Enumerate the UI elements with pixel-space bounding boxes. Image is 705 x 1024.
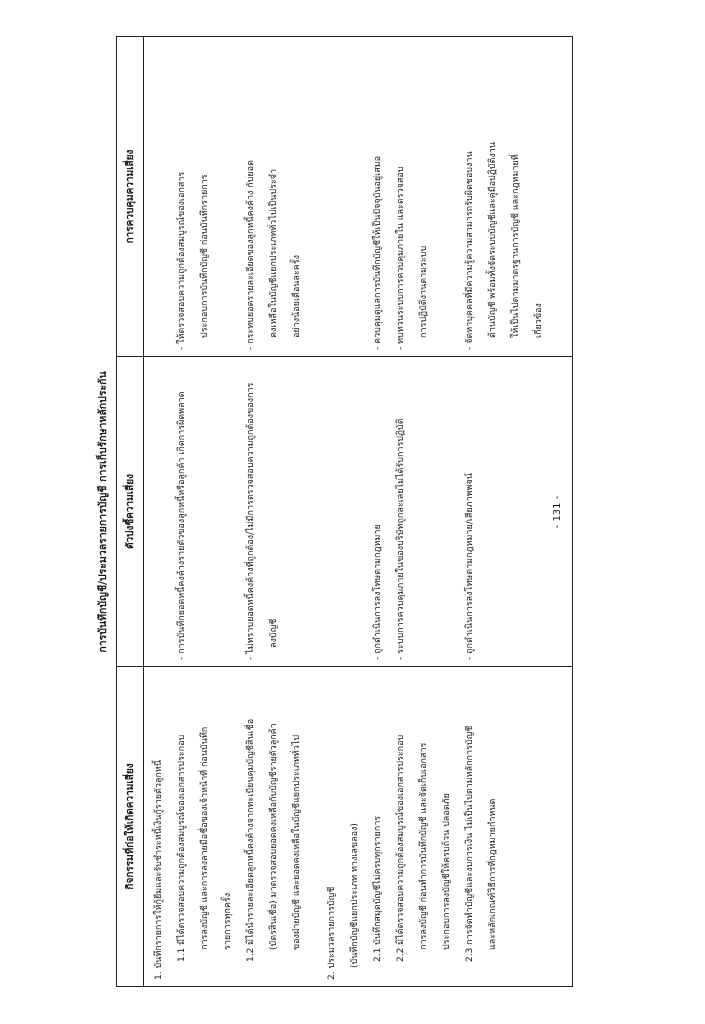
item-2-2-line-1: 2.2 มิได้ตรวจสอบความถูกต้องสมบูรณ์ของเอกสารประกอบ <box>396 734 406 962</box>
page-number: - 131 - <box>552 495 563 529</box>
header-activity: กิจกรรมที่ก่อให้เกิดความเสี่ยง <box>117 667 144 987</box>
item-1-1-line-2: การลงบัญชี และการลงลายมือชื่อของเจ้าหน้าที่ ก่อนบันทึก <box>200 726 210 950</box>
indicator-2a: - ถูกดำเนินการลงโทษตามกฎหมาย <box>373 524 383 660</box>
header-control: การควบคุมความเสี่ยง <box>117 37 144 357</box>
document-title: การบันทึกบัญชี/ประมวลรายการบัญชี การเก็บรักษาหลักประกัน <box>97 371 109 653</box>
control-1b-line-2: คงเหลือในบัญชีแยกประเภททั่วไปเป็นประจำ <box>269 168 279 338</box>
control-1b-line-3: อย่างน้อยเดือนละครั้ง <box>292 254 302 338</box>
control-1b-line-1: - กระทบยอดรายละเอียดของลูกหนี้คงค้าง กับยอด <box>246 160 256 350</box>
section-2-heading: 2. ประมวลรายการบัญชี <box>327 886 337 980</box>
item-2-1: 2.1 บันทึกสมุดบัญชีไม่ครบทุกรายการ <box>373 815 383 962</box>
indicator-1b-line-1: - ไม่ทราบยอดหนี้คงค้างที่ถูกต้อง/ไม่มีการตรวจสอบความถูกต้องของการ <box>246 382 256 660</box>
indicator-2c: - ถูกดำเนินการลงโทษตามกฎหมาย/เสียภาพพจน์ <box>465 473 475 660</box>
indicator-1a: - การบันทึกยอดหนี้คงค้างรายตัวของลูกหนี้หรือลูกค้า เกิดการผิดพลาด <box>177 391 187 660</box>
control-2c-line-3: ให้เป็นไปตามมาตรฐานการบัญชี และกฎหมายที่ <box>511 154 521 338</box>
table-header-row <box>117 37 144 987</box>
control-2c-line-2: ด้านบัญชี พร้อมทั้งจัดระบบบัญชีและคู่มือปฏิบัติงาน <box>488 142 498 338</box>
item-2-2-line-2: การลงบัญชี ก่อนทำการบันทึกบัญชี และจัดเก็บเอกสาร <box>419 742 429 950</box>
control-2b-line-1: - ทบทวนระบบการควบคุมภายใน และตรวจสอบ <box>396 166 406 350</box>
risk-table <box>116 36 573 987</box>
section-1-heading: 1. บันทึกรายการให้กู้ยืมและรับชำระหนี้เงินกู้รายตัวลูกหนี้ <box>154 760 164 980</box>
item-1-2-line-2: (บัตรสินเชื่อ) มาตรวจสอบยอดคงเหลือกับบัญชีรายตัวลูกค้า <box>269 723 279 950</box>
indicator-2b: - ระบบการควบคุมภายในของบริษัทถูกละเลยไม่ได้รับการปฏิบัติ <box>396 418 406 660</box>
control-cell <box>144 37 573 357</box>
control-2a: - ควบคุมดูแลการบันทึกบัญชีให้เป็นปัจจุบันอยู่เสมอ <box>373 155 383 350</box>
item-2-2-line-3: ประกอบการลงบัญชีให้ครบถ้วน ปลอดภัย <box>442 793 452 950</box>
control-2c-line-1: - จัดหาบุคคลที่มีความรู้ความสามารถรับผิดชอบงาน <box>465 151 475 350</box>
rotated-content <box>90 37 590 987</box>
table-row <box>144 37 573 987</box>
item-1-1-line-3: รายการทุกครั้ง <box>223 892 233 950</box>
control-1a-line-2: ประกอบการบันทึกบัญชี ก่อนบันทึกรายการ <box>200 174 210 338</box>
section-2-subheading: (บันทึกบัญชีแยกประเภท ทางเลขลอง) <box>350 823 360 968</box>
control-1a-line-1: - ให้ตรวจสอบความถูกต้องสมบูรณ์ของเอกสาร <box>177 171 187 350</box>
item-2-3-line-2: และหลักเกณฑ์วิธีการที่กฎหมายกำหนด <box>488 798 498 950</box>
indicator-cell <box>144 357 573 667</box>
header-indicator: ตัวบ่งชี้ความเสี่ยง <box>117 357 144 667</box>
item-1-1-line-1: 1.1 มีได้ตรวจสอบความถูกต้องสมบูรณ์ของเอกสารประกอบ <box>177 734 187 962</box>
activity-cell <box>144 667 573 987</box>
item-1-2-line-1: 1.2 มิได้นำรายละเอียดลูกหนี้คงค้างจากทะเบียนคุมบัญชีสินเชื่อ <box>246 718 256 962</box>
control-2c-line-4: เกี่ยวข้อง <box>534 303 544 338</box>
item-2-3-line-1: 2.3 การจัดทำบัญชีและงบการเงิน ไม่เป็นไปตามหลักการบัญชี <box>465 725 475 962</box>
indicator-1b-line-2: ลงบัญชี <box>269 618 279 648</box>
item-1-2-line-3: ของฝ่ายบัญชี และยอดคงเหลือในบัญชีแยกประเภททั่วไป <box>292 734 302 950</box>
control-2b-line-2: การปฏิบัติงานตามระบบ <box>419 245 429 338</box>
